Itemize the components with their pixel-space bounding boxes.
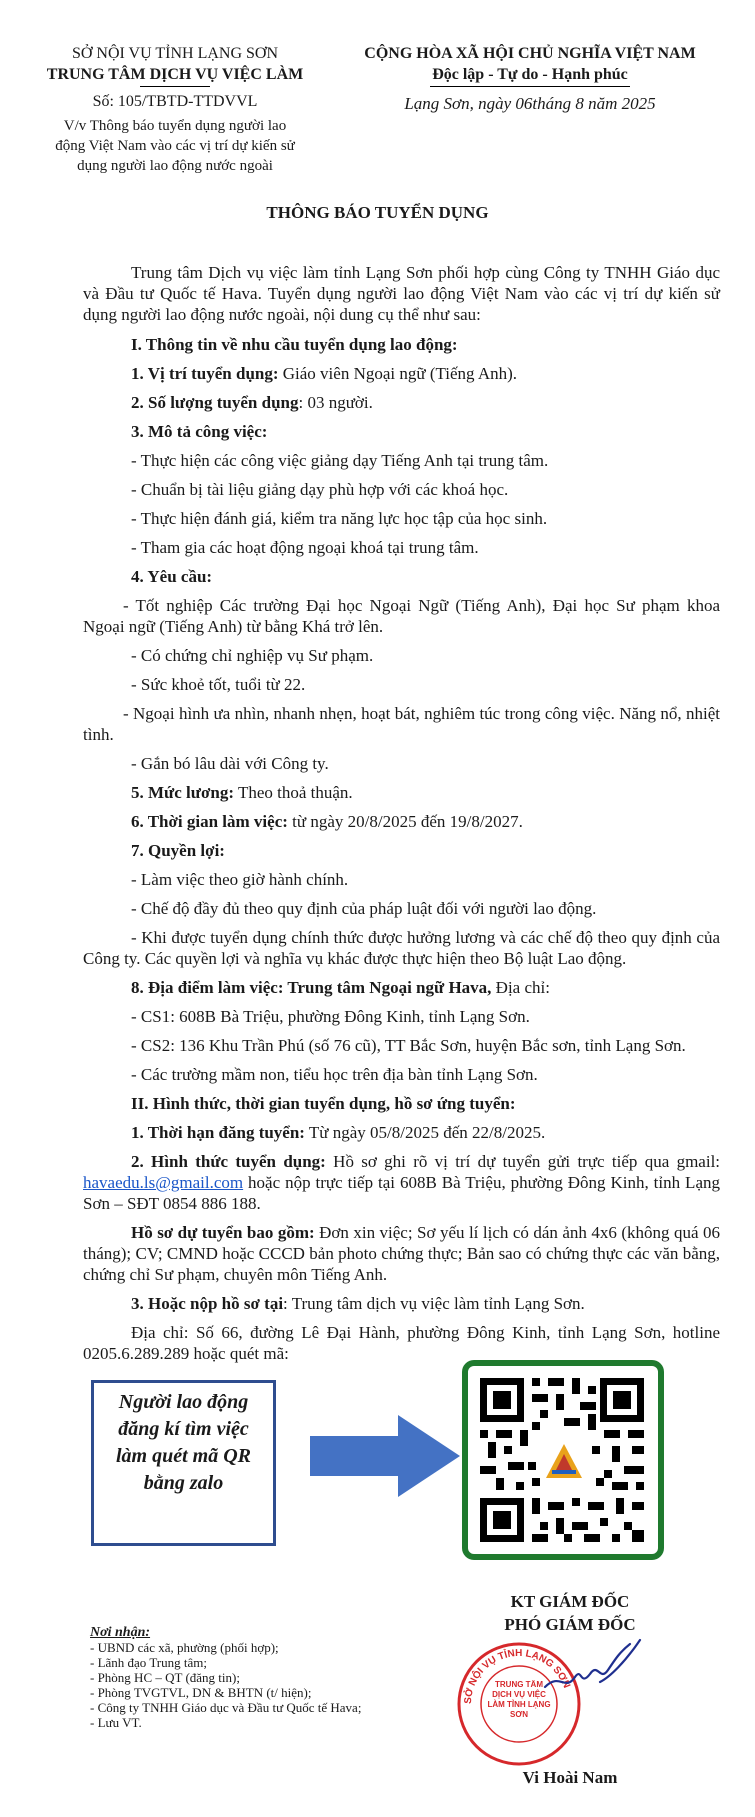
stamp-outer-text: SỞ NỘI VỤ TỈNH LẠNG SƠN bbox=[462, 1647, 572, 1705]
agency-header bbox=[30, 43, 320, 176]
quantity-row bbox=[83, 392, 720, 413]
working-time-value: từ ngày 20/8/2025 đến 19/8/2027. bbox=[287, 812, 523, 831]
documents-label: Hồ sơ dự tuyển bao gồm: bbox=[131, 1223, 315, 1242]
national-header bbox=[330, 43, 730, 114]
list-item: - Có chứng chỉ nghiệp vụ Sư phạm. bbox=[131, 646, 374, 665]
arrow-right-icon bbox=[310, 1415, 460, 1497]
recipients-title: Nơi nhận: bbox=[90, 1625, 151, 1640]
quantity-value: : 03 người. bbox=[298, 393, 373, 412]
section2-heading: II. Hình thức, thời gian tuyển dụng, hồ sơ ứng tuyển: bbox=[131, 1094, 516, 1113]
application-method-value: Hồ sơ ghi rõ vị trí dự tuyển gửi trực tiếp qua gmail: bbox=[325, 1152, 721, 1171]
application-method-paragraph bbox=[83, 1151, 720, 1214]
application-method-label: 2. Hình thức tuyển dụng: bbox=[131, 1152, 326, 1171]
agency-parent: SỞ NỘI VỤ TỈNH LẠNG SƠN bbox=[71, 45, 279, 62]
signature-title bbox=[450, 1590, 690, 1636]
qr-instruction-box bbox=[91, 1380, 276, 1546]
place-date: Lạng Sơn, ngày 06tháng 8 năm 2025 bbox=[404, 94, 656, 113]
qr-instruction-text: Người lao động đăng kí tìm việc làm quét mã QR bằng zalo bbox=[115, 1391, 251, 1494]
intro-paragraph: Trung tâm Dịch vụ việc làm tỉnh Lạng Sơn phối hợp cùng Công ty TNHH Giáo dục và Đầu tư Quốc tế Hava. Tuyển dụng người lao động Việt Nam vào các vị trí dự kiến sử dụng người lao động nước ngoài, nội dung cụ thể như sau: bbox=[83, 263, 720, 324]
list-item: - Chế độ đầy đủ theo quy định của pháp luật đối với người lao động. bbox=[131, 899, 597, 918]
list-item: - UBND các xã, phường (phối hợp); bbox=[90, 1640, 279, 1655]
salary-label: 5. Mức lương: bbox=[131, 783, 234, 802]
list-item: - Công ty TNHH Giáo dục và Đầu tư Quốc tế Hava; bbox=[90, 1700, 362, 1715]
list-item: - Tham gia các hoạt động ngoại khoá tại trung tâm. bbox=[131, 538, 479, 557]
working-time-label: 6. Thời gian làm việc: bbox=[131, 812, 288, 831]
work-place-label: 8. Địa điểm làm việc: Trung tâm Ngoại ngữ Hava, bbox=[131, 978, 492, 997]
application-method-value-2: hoặc nộp trực tiếp tại 608B Bà Triệu, phường Đông Kinh, tỉnh Lạng Sơn – SĐT 0854 886 188. bbox=[83, 1173, 720, 1213]
stamp-inner-text: TRUNG TÂM DỊCH VỤ VIỆC LÀM TỈNH LẠNG SƠN bbox=[487, 1680, 551, 1719]
submit-place-label: 3. Hoặc nộp hồ sơ tại bbox=[131, 1294, 284, 1313]
doc-subject: V/v Thông báo tuyển dụng người lao động Việt Nam vào các vị trí dự kiến sử dụng người lao động nước ngoài bbox=[55, 118, 295, 174]
working-time-row bbox=[83, 811, 720, 832]
list-item: - CS1: 608B Bà Triệu, phường Đông Kinh, tỉnh Lạng Sơn. bbox=[131, 1007, 530, 1026]
position-label: 1. Vị trí tuyển dụng: bbox=[131, 364, 279, 383]
signature-scribble bbox=[540, 1632, 650, 1702]
deadline-row bbox=[83, 1122, 720, 1143]
submit-place-value: : Trung tâm dịch vụ việc làm tỉnh Lạng Sơn. bbox=[283, 1294, 585, 1313]
doc-number: Số: 105/TBTD-TTDVVL bbox=[92, 93, 258, 110]
deadline-value: Từ ngày 05/8/2025 đến 22/8/2025. bbox=[304, 1123, 546, 1142]
list-item: - Làm việc theo giờ hành chính. bbox=[131, 870, 349, 889]
list-item: - Thực hiện đánh giá, kiểm tra năng lực học tập của học sinh. bbox=[131, 509, 548, 528]
agency-underline bbox=[140, 86, 210, 87]
national-motto: Độc lập - Tự do - Hạnh phúc bbox=[432, 66, 628, 83]
benefits-label: 7. Quyền lợi: bbox=[131, 841, 225, 860]
email-link[interactable]: havaedu.ls@gmail.com bbox=[83, 1173, 244, 1192]
quantity-label: 2. Số lượng tuyển dụng bbox=[131, 393, 299, 412]
list-item: - CS2: 136 Khu Trần Phú (số 76 cũ), TT Bắc Sơn, huyện Bắc sơn, tỉnh Lạng Sơn. bbox=[131, 1036, 686, 1055]
list-item: - Phòng TVGTVL, DN & BHTN (t/ hiện); bbox=[90, 1685, 312, 1700]
document-title: THÔNG BÁO TUYỂN DỤNG bbox=[266, 203, 489, 222]
job-desc-label: 3. Mô tả công việc: bbox=[131, 422, 268, 441]
documents-value: Đơn xin việc; Sơ yếu lí lịch có dán ảnh 4x6 (không quá 06 tháng); CV; CMND hoặc CCCD bản photo chứng thực; Bản sao có chứng thực các văn bằng, chứng chỉ Sư phạm, chuyên môn Tiếng Anh. bbox=[83, 1223, 720, 1284]
qr-code-frame[interactable] bbox=[462, 1360, 664, 1560]
requirements-label: 4. Yêu cầu: bbox=[131, 567, 213, 586]
salary-row bbox=[83, 782, 720, 803]
deadline-label: 1. Thời hạn đăng tuyển: bbox=[131, 1123, 305, 1142]
list-item: - Chuẩn bị tài liệu giảng dạy phù hợp với các khoá học. bbox=[131, 480, 509, 499]
list-item: - Gắn bó lâu dài với Công ty. bbox=[131, 754, 329, 773]
submit-place-row bbox=[83, 1293, 720, 1314]
documents-paragraph bbox=[83, 1222, 720, 1285]
list-item: - Ngoại hình ưa nhìn, nhanh nhẹn, hoạt bát, nghiêm túc trong công việc. Năng nổ, nhiệt tình. bbox=[83, 704, 720, 744]
list-item: - Lãnh đạo Trung tâm; bbox=[90, 1655, 207, 1670]
list-item: - Thực hiện các công việc giảng dạy Tiếng Anh tại trung tâm. bbox=[131, 451, 549, 470]
signature-line2: PHÓ GIÁM ĐỐC bbox=[504, 1615, 636, 1634]
signer-name: Vi Hoài Nam bbox=[522, 1768, 618, 1787]
list-item: - Lưu VT. bbox=[90, 1715, 142, 1730]
motto-underline bbox=[430, 86, 630, 87]
list-item: - Các trường mầm non, tiểu học trên địa bàn tỉnh Lạng Sơn. bbox=[131, 1065, 538, 1084]
section1-heading: I. Thông tin về nhu cầu tuyển dụng lao động: bbox=[131, 335, 458, 354]
recipients-block bbox=[90, 1625, 361, 1730]
work-place-value: Địa chỉ: bbox=[491, 978, 550, 997]
qr-code-icon bbox=[468, 1366, 658, 1554]
list-item: - Phòng HC – QT (đăng tin); bbox=[90, 1670, 240, 1685]
position-row bbox=[83, 363, 720, 384]
list-item: - Tốt nghiệp Các trường Đại học Ngoại Ngữ (Tiếng Anh), Đại học Sư phạm khoa Ngoại ngữ (Tiếng Anh) từ bằng Khá trở lên. bbox=[83, 596, 720, 636]
list-item: - Sức khoẻ tốt, tuổi từ 22. bbox=[131, 675, 306, 694]
agency-name: TRUNG TÂM DỊCH VỤ VIỆC LÀM bbox=[46, 66, 304, 83]
position-value: Giáo viên Ngoại ngữ (Tiếng Anh). bbox=[278, 364, 518, 383]
list-item: - Khi được tuyển dụng chính thức được hưởng lương và các chế độ theo quy định của Công ty. Các quyền lợi và nghĩa vụ khác được thực hiện theo Bộ luật Lao động. bbox=[83, 928, 720, 968]
salary-value: Theo thoả thuận. bbox=[234, 783, 353, 802]
national-title: CỘNG HÒA XÃ HỘI CHỦ NGHĨA VIỆT NAM bbox=[364, 45, 696, 62]
work-place-row bbox=[83, 977, 720, 998]
center-address: Địa chỉ: Số 66, đường Lê Đại Hành, phường Đông Kinh, tỉnh Lạng Sơn, hotline 0205.6.289.289 hoặc quét mã: bbox=[83, 1323, 720, 1363]
signature-line1: KT GIÁM ĐỐC bbox=[510, 1592, 630, 1611]
